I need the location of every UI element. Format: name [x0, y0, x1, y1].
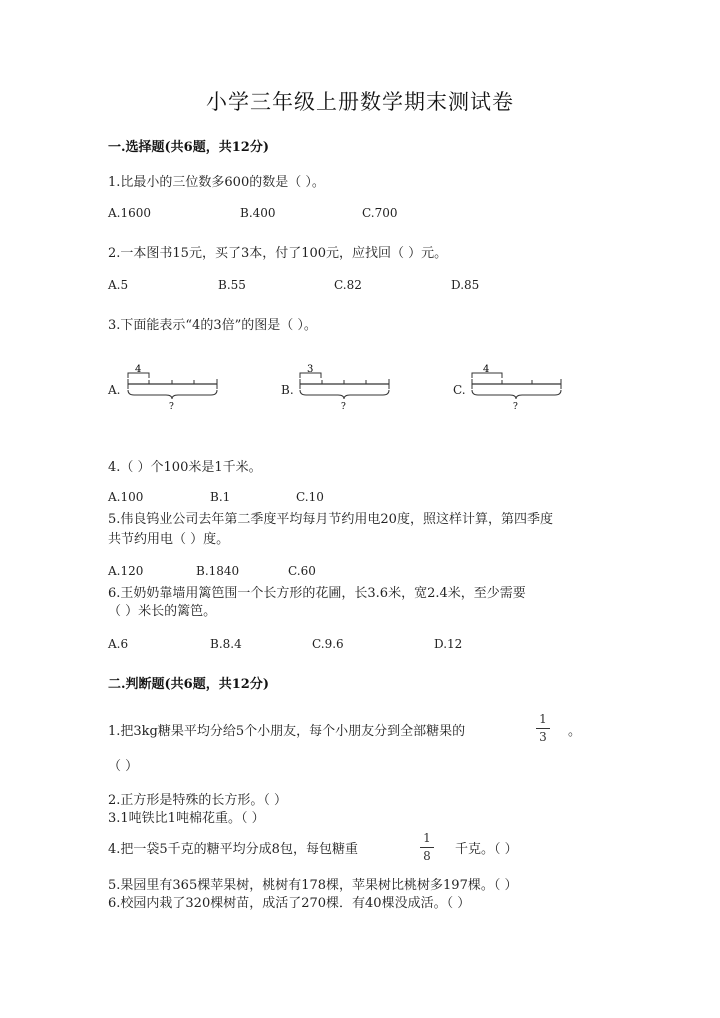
- question-3-option-a-label: A.: [108, 383, 121, 397]
- question-4-option-b: B.1: [210, 490, 231, 504]
- question-1-text: 1.比最小的三位数多600的数是（ ）。: [108, 175, 325, 190]
- fraction-bar: [536, 728, 550, 729]
- diagram-a-segment-label: 4: [135, 364, 142, 375]
- question-3-diagram-b: [294, 362, 394, 414]
- question-4-option-a: A.100: [108, 490, 144, 504]
- question-4-text: 4.（ ）个100米是1千米。: [108, 460, 262, 475]
- question-5-text-line1: 5.伟良钨业公司去年第二季度平均每月节约用电20度，照这样计算，第四季度: [108, 512, 553, 527]
- judgement-4-fraction: [419, 832, 435, 863]
- question-3-text: 3.下面能表示“4的3倍”的图是（ ）。: [108, 318, 317, 333]
- question-3-diagram-a: [122, 362, 222, 414]
- question-6-option-c: C.9.6: [312, 637, 344, 651]
- judgement-4-tail: 千克。（ ）: [455, 842, 518, 857]
- question-5-option-c: C.60: [288, 564, 316, 578]
- question-6-option-b: B.8.4: [210, 637, 242, 651]
- question-5-option-a: A.120: [108, 564, 144, 578]
- question-1-option-c: C.700: [362, 206, 398, 220]
- question-5-option-b: B.1840: [196, 564, 240, 578]
- question-2-option-a: A.5: [108, 278, 129, 292]
- question-5-text-line2: 共节约用电（ ）度。: [108, 532, 230, 547]
- diagram-b-segment-label: 3: [307, 364, 314, 375]
- fraction-denominator: 3: [539, 730, 547, 744]
- question-6-option-a: A.6: [108, 637, 129, 651]
- judgement-3-text: 3.1吨铁比1吨棉花重。（ ）: [108, 811, 265, 826]
- question-3-option-b-label: B.: [281, 383, 294, 397]
- question-1-option-b: B.400: [240, 206, 276, 220]
- judgement-1-tail: 。: [568, 724, 582, 739]
- judgement-4-text: 4.把一袋5千克的糖平均分成8包，每包糖重: [108, 842, 358, 857]
- fraction-bar: [420, 847, 434, 848]
- diagram-c-question-mark: ?: [513, 402, 518, 412]
- fraction-numerator: 1: [423, 831, 431, 845]
- question-6-text-line1: 6.王奶奶靠墙用篱笆围一个长方形的花圃，长3.6米，宽2.4米，至少需要: [108, 586, 526, 601]
- judgement-2-text: 2.正方形是特殊的长方形。（ ）: [108, 793, 288, 808]
- question-2-option-b: B.55: [218, 278, 246, 292]
- section-heading-judgement: 二.判断题(共6题，共12分): [108, 677, 269, 692]
- question-4-option-c: C.10: [296, 490, 324, 504]
- question-2-option-d: D.85: [451, 278, 480, 292]
- diagram-a-question-mark: ?: [169, 402, 174, 412]
- question-2-option-c: C.82: [334, 278, 362, 292]
- fraction-numerator: 1: [539, 712, 547, 726]
- question-1-option-a: A.1600: [108, 206, 152, 220]
- diagram-b-question-mark: ?: [341, 402, 346, 412]
- judgement-5-text: 5.果园里有365棵苹果树，桃树有178棵，苹果树比桃树多197棵。（ ）: [108, 878, 518, 893]
- diagram-c-segment-label: 4: [483, 364, 490, 375]
- fraction-denominator: 8: [423, 849, 431, 863]
- question-3-option-c-label: C.: [453, 383, 466, 397]
- judgement-1-answer-paren: （ ）: [108, 759, 139, 774]
- question-6-text-line2: （ ）米长的篱笆。: [108, 604, 217, 619]
- judgement-1-text: 1.把3kg糖果平均分给5个小朋友，每个小朋友分到全部糖果的: [108, 724, 466, 739]
- judgement-1-fraction: [535, 713, 551, 744]
- judgement-6-text: 6.校园内栽了320棵树苗，成活了270棵．有40棵没成活。（ ）: [108, 896, 471, 911]
- question-3-diagram-c: [466, 362, 566, 414]
- question-2-text: 2.一本图书15元，买了3本，付了100元，应找回（ ）元。: [108, 246, 448, 261]
- question-6-option-d: D.12: [434, 637, 463, 651]
- section-heading-choice: 一.选择题(共6题，共12分): [108, 140, 269, 155]
- page-title: 小学三年级上册数学期末测试卷: [206, 90, 514, 114]
